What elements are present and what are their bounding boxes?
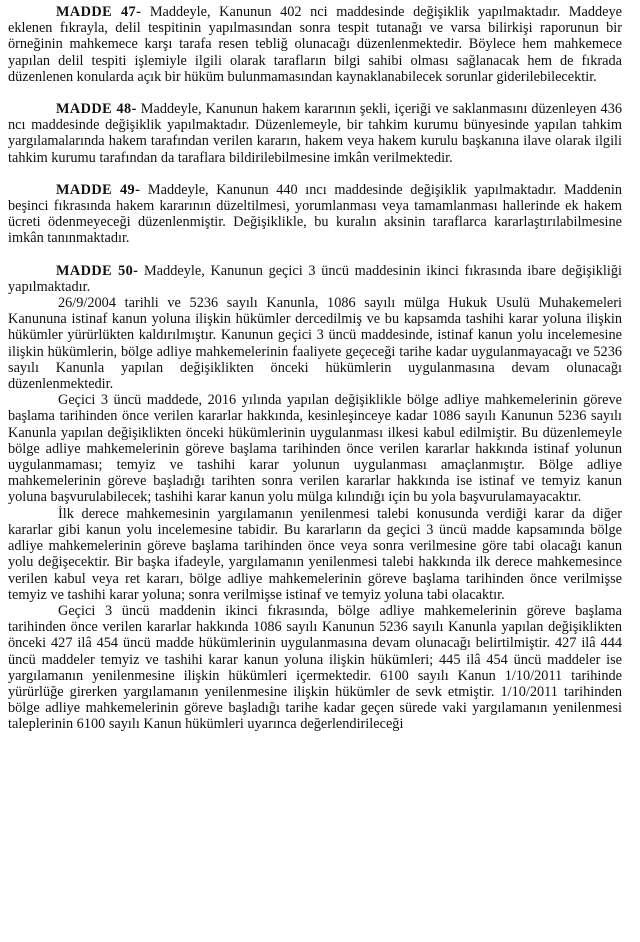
article-49-paragraph	[8, 182, 622, 247]
article-48-text: Maddeyle, Kanunun hakem kararının şekli, içeriği ve saklanmasını düzenleyen 436 ncı maddesinde değişiklik yapılmaktadır. Düzenlemeyle, bir tahkim kurumu bünyesinde yapılan tahkim yargılamalarında hakem tarafından verilen kararın, hakem veya hakem kurulu başkanına ilave olarak ilgili tahkim kurumu tarafından da taraflara bildirilebilmesine imkân verilmektedir.	[8, 101, 622, 166]
article-50-text: Maddeyle, Kanunun geçici 3 üncü maddesinin ikinci fıkrasında ibare değişikliği yapılmaktadır.	[8, 262, 622, 295]
article-47-paragraph	[8, 4, 622, 85]
article-48-heading: MADDE 48-	[56, 101, 137, 118]
article-50-paragraph	[8, 263, 622, 295]
article-50-sub-paragraph-2: Geçici 3 üncü maddede, 2016 yılında yapılan değişiklikle bölge adliye mahkemelerinin göreve başlama tarihinden önce verilen kararlar hakkında, kesinleşinceye kadar 1086 sayılı Kanunun 5236 sayılı Kanunla yapılan değişiklikten önceki hükümlerinin uygulanması ilkesi kabul edilmiştir. Bu düzenlemeyle bölge adliye mahkemelerinin göreve başlama tarihinden önce verilen kararlar hakkında istinaf yolunun uygulanmaması; temyiz ve tashihi karar yolunun uygulanması amaçlanmıştır. Bölge adliye mahkemelerinin göreve başladığı tarihten sonra verilen kararlar hakkında ise istinaf ve temyiz kanun yoluna başvurulabilecek; tashihi karar kanun yolu mülga kılındığı için bu yola başvurulamayacaktır.	[8, 392, 622, 506]
article-47-text: Maddeyle, Kanunun 402 nci maddesinde değişiklik yapılmaktadır. Maddeye eklenen fıkrayla, delil tespitinin yapılmasından sonra tespit tutanağı ve varsa bilirkişi raporunun bir örneğinin mahkemece karşı tarafa resen tebliğ olunacağı düzenlenmektedir. Böylece hem mahkemece yapılan delil tespiti işlemiyle ilgili olarak tarafların bilgi sahibi olması sağlanacak hem de fıkrada düzenlenen konularda açık bir hüküm bulunmamasından kaynaklanabilecek sorunlar giderilebilecektir.	[8, 4, 622, 85]
article-49	[8, 182, 622, 247]
article-50-sub-paragraph-1: 26/9/2004 tarihli ve 5236 sayılı Kanunla, 1086 sayılı mülga Hukuk Usulü Muhakemeleri Kanununa istinaf kanun yoluna ilişkin hükümler dercedilmiş ve bu kapsamda tashihi karar yoluna ilişkin hükümler yürürlükten kaldırılmıştır. Kanunun geçici 3 üncü maddesinde, istinaf kanun yolu incelemesine ilişkin hükümlerin, bölge adliye mahkemelerinin faaliyete geçeceği tarihe kadar uygulanmayacağı ve 5236 sayılı Kanunla yapılan değişiklikten önceki hükümlerin uygulanmasına devam olunacağı düzenlenmektedir.	[8, 295, 622, 393]
article-50-sub-paragraph-3: İlk derece mahkemesinin yargılamanın yenilenmesi talebi konusunda verdiği karar da diğer kararlar gibi kanun yolu incelemesine tabidir. Bu kararların da geçici 3 üncü madde kapsamında bölge adliye mahkemelerinin göreve başlama tarihinden önce veya sonra verilmesine göre tabi olacağı kanun yolu değişecektir. Bir başka ifadeyle, yargılamanın yenilenmesi talebi hakkında ilk derece mahkemesince verilen kabul veya ret kararı, bölge adliye mahkemelerinin göreve başlama tarihinden önce verilmişse temyiz ve tashihi karar yoluna; sonra verilmişse istinaf ve temyiz yoluna tabi olacaktır.	[8, 505, 622, 603]
article-49-heading: MADDE 49-	[56, 181, 141, 198]
article-48	[8, 101, 622, 166]
article-50-heading: MADDE 50-	[56, 262, 139, 279]
article-50-sub-paragraph-4: Geçici 3 üncü maddenin ikinci fıkrasında, bölge adliye mahkemelerinin göreve başlama tarihinden önce verilen kararlar hakkında 1086 sayılı Kanunun 5236 sayılı Kanunla yapılan değişiklikten önceki 427 ilâ 454 üncü madde hükümlerinin uygulanmasına devam olunacağı belirtilmiştir. 427 ilâ 444 üncü maddeler temyiz ve tashihi karar kanun yoluna ilişkin hükümleri; 445 ilâ 454 üncü maddeler ise yargılamanın yenilenmesine ilişkin hükümleri içermektedir. 6100 sayılı Kanun 1/10/2011 tarihinde yürürlüğe girerken yargılamanın yenilenmesine ilişkin hükümler de sevk etmiştir. 1/10/2011 tarihinden bölge adliye mahkemelerinin göreve başladığı tarihe kadar geçen sürede vaki yargılamanın yenilenmesi taleplerinin 6100 sayılı Kanun hükümleri uyarınca değerlendirileceği	[8, 602, 622, 733]
article-47	[8, 4, 622, 85]
article-50	[8, 263, 622, 733]
article-48-paragraph	[8, 101, 622, 166]
article-49-text: Maddeyle, Kanunun 440 ıncı maddesinde değişiklik yapılmaktadır. Maddenin beşinci fıkrasında hakem kararının düzeltilmesi, yorumlanması veya tamamlanması hallerinde ek hakem ücreti ödenmeyeceği düzenlenmiştir. Değişiklikle, bu kuralın aksinin taraflarca kararlaştırılabilmesine imkân tanınmaktadır.	[8, 181, 622, 247]
article-47-heading: MADDE 47-	[56, 4, 142, 20]
